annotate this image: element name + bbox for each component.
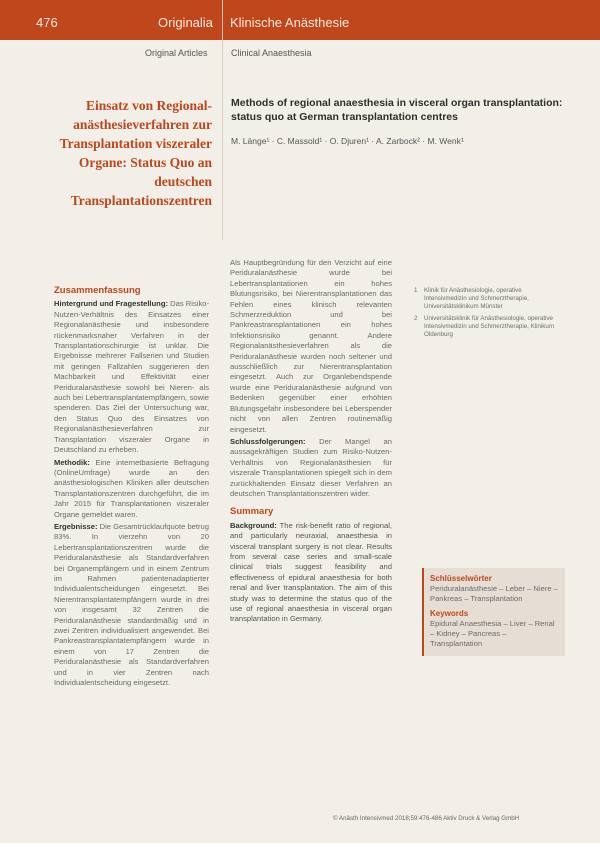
affiliation-text: Universitätsklinik für Anästhesiologie, operative Intensivmedizin und Schmerztherapie, Klinikum Oldenburg	[424, 315, 554, 338]
topic-label: Klinische Anästhesie	[230, 15, 350, 30]
zusammenfassung-heading: Zusammenfassung	[54, 285, 141, 296]
keywords-en: Epidural Anaesthesia – Liver – Renal – Kidney – Pancreas – Transplantation	[430, 619, 555, 648]
methods-paragraph	[54, 458, 209, 520]
results-paragraph	[54, 522, 209, 689]
column-divider	[222, 40, 223, 240]
title-german: Einsatz von Regional-anästhesieverfahren zur Transplantation viszeraler Organe: Status Quo an deutschen Transplantationszentren	[59, 98, 212, 208]
conclusion-label: Schlussfolgerungen:	[230, 436, 306, 446]
header-divider	[222, 0, 223, 40]
summary-heading: Summary	[230, 506, 274, 518]
summary-background-text: The risk-benefit ratio of regional, and particularly neuraxial, anaesthesia in visceral transplant surgery is not clear. Results from several case series and small-scale clinical trials suggest feasibility and effectiveness of epidural anaesthesia for both renal and liver transplantation. The aim of this study was to determine the status quo of the use of regional anaesthesia in visceral organ transplantation in Germany.	[230, 520, 392, 624]
conclusion-paragraph	[230, 437, 392, 499]
background-paragraph	[54, 299, 209, 455]
second-column	[230, 258, 392, 627]
header-band	[0, 0, 600, 40]
methods-label: Methodik:	[54, 457, 90, 467]
background-text: Das Risiko-Nutzen-Verhältnis des Einsatzes einer Regionalanästhesie und insbesondere rückenmarksnaher Verfahren in der Transplantationschirurgie ist unklar. Die Ergebnisse mehrerer Fallserien und Studien mit geringen Fallzahlen suggerieren den Machbarkeit und Effektivität einer Periduralanästhesie sowohl bei Nieren- als auch bei Lebertransplantatempfängern, sowie spenderen. Das Ziel der Untersuchung war, den Status Quo des Einsatzes von Regionalanästhesieverfahren zur Transplantation viszeraler Organe in Deutschland zu erheben.	[54, 299, 209, 455]
background-label: Hintergrund und Fragestellung:	[54, 299, 168, 309]
summary-background	[230, 521, 392, 625]
affiliation-number: 1	[414, 287, 418, 294]
affiliation-number: 2	[414, 315, 418, 322]
article-type-de: Original Articles	[145, 48, 208, 58]
summary-background-label: Background:	[230, 520, 277, 530]
authors: M. Länge¹ · C. Massold¹ · O. Djuren¹ · A. Zarbock² · M. Wenk¹	[231, 136, 464, 146]
title-english: Methods of regional anaesthesia in visceral organ transplantation: status quo at German transplantation centres	[231, 97, 563, 123]
affiliation-text: Klinik für Anästhesiologie, operative Intensivmedizin und Schmerztherapie, Universitätsklinikum Münster	[424, 287, 529, 310]
article-type-en: Clinical Anaesthesia	[231, 48, 312, 58]
section-label: Originalia	[158, 15, 213, 30]
affiliation-2	[414, 315, 564, 339]
results-label: Ergebnisse:	[54, 521, 98, 531]
affiliation-1	[414, 287, 564, 311]
page-number: 476	[36, 15, 58, 30]
results-continued: Als Hauptbegründung für den Verzicht auf eine Periduralanästhesie wurde bei Lebertransplantationen ein hohes Blutungsrisiko, bei Nierentransplantationen das Fehlen eines klinisch relevanten Schmerzreduktion und bei Pankreastransplantationen ein hohes Infektionsrisiko genannt. Andere Regionalanästhesieverfahren als die Periduralanästhesie wurden noch seltener und ausschließlich zur Nierentransplantation eingesetzt. Auch zur Organlebendspende wurde eine Periduralanästhesie aufgrund von Bedenken gegenüber einer erhöhten Blutungsgefahr insbesondere bei Leberspender nicht von allen Zentren routinemäßig eingesetzt.	[230, 258, 392, 434]
keywords-de: Periduralanästhesie – Leber – Niere – Pankreas – Transplantation	[430, 584, 558, 603]
conclusion-text: Der Mangel an aussagekräftigen Studien zum Risiko-Nutzen-Verhältnis von Regionalanästhesien für viszerale Transplantationen spiegelt sich in dem zurückhaltenden Einsatz dieser Verfahren an deutschen Transplantationszentren wider.	[230, 436, 392, 498]
zusammenfassung-column	[54, 286, 209, 690]
methods-text: Eine internetbasierte Befragung (OnlineUmfrage) wurde an den anästhesiologischen Kliniken aller deutschen Transplantationszentren durchgeführt, die im Jahr 2015 für Transplantationen viszeraler Organe gemeldet waren.	[54, 457, 209, 519]
results-text: Die Gesamtrücklaufquote betrug 83%. In vierzehn von 20 Lebertransplantationszentren wurde die Periduralanästhesie als Standardverfahren bei Organempfängern und in einem Zentrum im Rahmen patientenadaptierter Individualentscheidungen eingesetzt. Bei Nierentransplantatempfängern wurde in drei von insgesamt 32 Zentren die Periduralanästhesie standardmäßig und in zwei Zentren individualisiert angewendet. Bei Pankreastransplantatempfängern wurde in einem von 17 Zentren die Periduralanästhesie als Standardverfahren und in vier Zentren nach Individualentscheidung eingesetzt.	[54, 521, 209, 688]
affiliation-notes	[414, 287, 564, 343]
copyright-footer: © Anästh Intensivmed 2018;59:476-486 Aktiv Druck & Verlag GmbH	[333, 815, 520, 822]
keywords-box	[422, 568, 565, 656]
keywords-en-heading: Keywords	[430, 609, 469, 618]
keywords-de-heading: Schlüsselwörter	[430, 574, 492, 583]
